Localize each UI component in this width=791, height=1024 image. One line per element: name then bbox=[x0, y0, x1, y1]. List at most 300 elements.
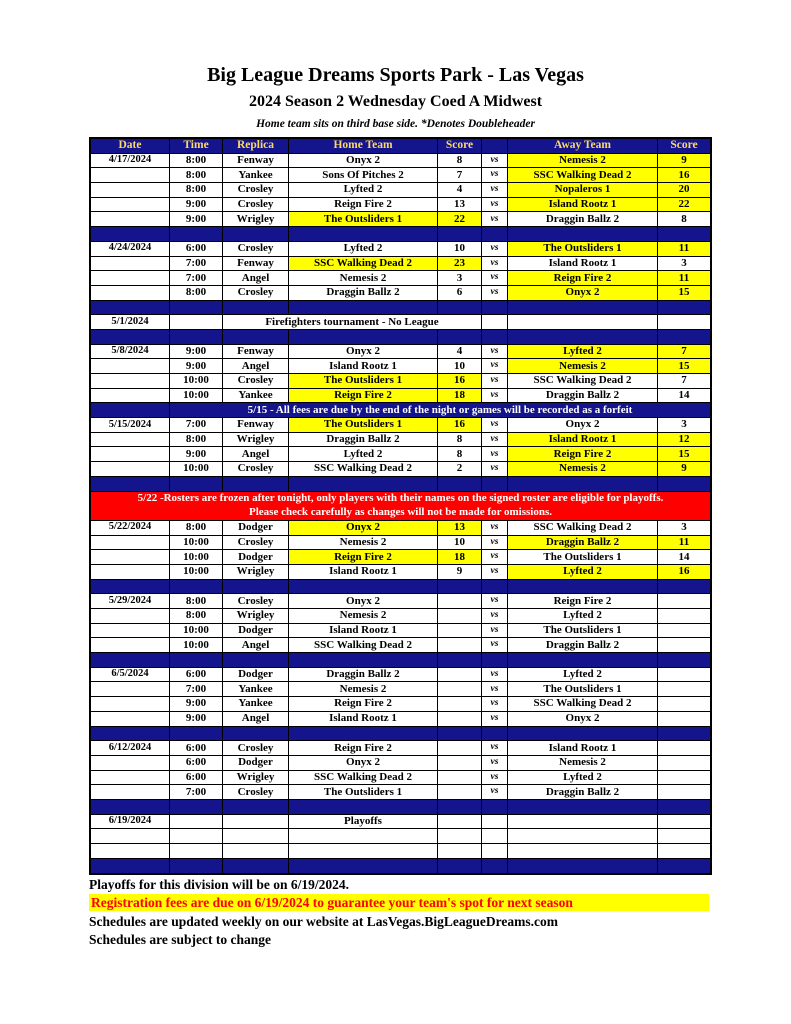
home-team-cell: Lyfted 2 bbox=[289, 183, 438, 197]
table-row bbox=[91, 550, 710, 565]
time-cell: 7:00 bbox=[170, 418, 223, 432]
away-score-cell: 15 bbox=[658, 359, 710, 373]
away-team-cell: The Outsliders 1 bbox=[508, 242, 658, 256]
away-team-cell: The Outsliders 1 bbox=[508, 550, 658, 564]
replica-cell: Dodger bbox=[223, 521, 289, 535]
time-cell: 9:00 bbox=[170, 345, 223, 359]
table-row bbox=[91, 257, 710, 272]
time-cell: 6:00 bbox=[170, 741, 223, 755]
home-score-cell: 22 bbox=[438, 212, 482, 226]
divider-cell bbox=[508, 727, 658, 741]
date-cell bbox=[91, 536, 170, 550]
away-score-cell: 11 bbox=[658, 271, 710, 285]
vs-label: vs bbox=[482, 638, 508, 652]
divider-cell bbox=[508, 330, 658, 344]
vs-label: vs bbox=[482, 536, 508, 550]
footer-website-note: Schedules are updated weekly on our website at LasVegas.BigLeagueDreams.com bbox=[89, 914, 559, 929]
away-score-cell: 14 bbox=[678, 389, 690, 402]
table-row bbox=[91, 536, 710, 551]
date-cell: 5/29/2024 bbox=[91, 594, 170, 608]
date-cell bbox=[91, 271, 170, 285]
date-cell bbox=[91, 697, 170, 711]
divider-cell bbox=[91, 800, 170, 814]
empty-cell bbox=[482, 829, 508, 843]
away-team-cell: Reign Fire 2 bbox=[508, 594, 658, 608]
replica-cell: Yankee bbox=[223, 168, 289, 182]
replica-cell: Crosley bbox=[223, 594, 289, 608]
table-row bbox=[91, 638, 710, 653]
replica-cell: Crosley bbox=[223, 462, 289, 476]
divider-cell bbox=[438, 859, 482, 874]
away-team-cell: Nemesis 2 bbox=[508, 756, 658, 770]
home-score-cell: 4 bbox=[438, 183, 482, 197]
time-cell: 7:00 bbox=[170, 257, 223, 271]
home-team-cell: SSC Walking Dead 2 bbox=[289, 771, 438, 785]
replica-cell: Yankee bbox=[223, 697, 289, 711]
divider-cell bbox=[170, 477, 223, 491]
table-row bbox=[91, 741, 710, 756]
time-cell: 6:00 bbox=[170, 771, 223, 785]
date-cell bbox=[91, 682, 170, 696]
divider-cell bbox=[223, 727, 289, 741]
table-row bbox=[91, 433, 710, 448]
vs-label: vs bbox=[482, 286, 508, 300]
date-cell bbox=[91, 638, 170, 652]
away-score-cell bbox=[658, 785, 710, 799]
away-team-cell: The Outsliders 1 bbox=[508, 682, 658, 696]
empty-cell bbox=[170, 829, 223, 843]
divider-cell bbox=[91, 301, 170, 315]
date-cell bbox=[91, 212, 170, 226]
divider-cell bbox=[508, 580, 658, 594]
date-cell bbox=[91, 462, 170, 476]
divider-cell bbox=[508, 800, 658, 814]
date-cell: 5/1/2024 bbox=[91, 315, 170, 329]
away-score-cell bbox=[658, 609, 710, 623]
divider-cell bbox=[658, 800, 710, 814]
vs-label: vs bbox=[482, 154, 508, 168]
away-team-cell: Draggin Ballz 2 bbox=[508, 638, 658, 652]
table-row bbox=[91, 403, 710, 418]
table-row bbox=[91, 844, 710, 859]
away-score-cell: 3 bbox=[681, 256, 687, 269]
empty-cell bbox=[223, 829, 289, 843]
replica-cell: Crosley bbox=[223, 183, 289, 197]
replica-cell: Crosley bbox=[223, 198, 289, 212]
home-score-cell: 13 bbox=[438, 521, 482, 535]
away-score-cell: 11 bbox=[658, 536, 710, 550]
away-score-cell bbox=[658, 741, 710, 755]
divider-cell bbox=[508, 653, 658, 667]
time-cell: 10:00 bbox=[170, 638, 223, 652]
home-score-cell bbox=[438, 638, 482, 652]
vs-label: vs bbox=[482, 374, 508, 388]
vs-label: vs bbox=[482, 594, 508, 608]
vs-label: vs bbox=[482, 345, 508, 359]
home-team-cell: Nemesis 2 bbox=[289, 609, 438, 623]
away-score-cell: 9 bbox=[658, 462, 710, 476]
divider-cell bbox=[289, 477, 438, 491]
divider-cell bbox=[482, 301, 508, 315]
divider-cell bbox=[289, 330, 438, 344]
divider-cell bbox=[170, 580, 223, 594]
divider-cell bbox=[223, 859, 289, 874]
away-team-cell: Draggin Ballz 2 bbox=[508, 536, 658, 550]
table-row bbox=[91, 727, 710, 742]
date-cell bbox=[91, 286, 170, 300]
roster-freeze-note-line: 5/22 -Rosters are frozen after tonight, only players with their names on the signed roster are eligible for playoffs. bbox=[137, 491, 664, 504]
home-team-cell: Reign Fire 2 bbox=[289, 198, 438, 212]
col-header-date-cell: Date bbox=[91, 139, 170, 153]
away-score-cell bbox=[658, 815, 710, 829]
divider-cell bbox=[438, 800, 482, 814]
home-team-cell: Island Rootz 1 bbox=[289, 565, 438, 579]
divider-cell bbox=[91, 580, 170, 594]
date-cell bbox=[91, 609, 170, 623]
vs-label: vs bbox=[482, 212, 508, 226]
home-score-cell: 10 bbox=[438, 536, 482, 550]
divider-cell bbox=[91, 727, 170, 741]
divider-cell bbox=[482, 800, 508, 814]
home-score-cell: 10 bbox=[438, 359, 482, 373]
divider-cell bbox=[170, 330, 223, 344]
divider-cell bbox=[91, 330, 170, 344]
home-team-cell: Lyfted 2 bbox=[289, 447, 438, 461]
divider-cell bbox=[482, 580, 508, 594]
vs-label: vs bbox=[482, 462, 508, 476]
table-row bbox=[91, 271, 710, 286]
replica-cell: Angel bbox=[223, 271, 289, 285]
home-team-cell: Reign Fire 2 bbox=[289, 550, 438, 564]
replica-cell: Angel bbox=[223, 359, 289, 373]
empty-cell bbox=[170, 844, 223, 858]
away-score-cell bbox=[658, 594, 710, 608]
replica-cell: Fenway bbox=[223, 418, 289, 432]
table-row bbox=[91, 462, 710, 477]
page-title: Big League Dreams Sports Park - Las Vegas bbox=[207, 64, 584, 86]
home-team-cell: Island Rootz 1 bbox=[289, 359, 438, 373]
table-row bbox=[91, 227, 710, 242]
vs-label: vs bbox=[482, 624, 508, 638]
home-score-cell: 3 bbox=[438, 271, 482, 285]
col-header-home-team-cell: Home Team bbox=[289, 139, 438, 153]
time-cell: 9:00 bbox=[170, 697, 223, 711]
divider-cell bbox=[508, 477, 658, 491]
date-cell: 5/8/2024 bbox=[91, 345, 170, 359]
col-header-away-team-cell: Away Team bbox=[508, 139, 658, 153]
table-row bbox=[91, 668, 710, 683]
divider-cell bbox=[658, 653, 710, 667]
divider-cell bbox=[438, 330, 482, 344]
time-cell: 8:00 bbox=[170, 594, 223, 608]
away-team-cell: Nemesis 2 bbox=[508, 359, 658, 373]
table-row bbox=[91, 785, 710, 800]
away-score-cell: 15 bbox=[658, 286, 710, 300]
table-row bbox=[91, 212, 710, 227]
empty-cell bbox=[438, 829, 482, 843]
vs-label: vs bbox=[482, 521, 508, 535]
divider-cell bbox=[223, 227, 289, 241]
table-row bbox=[91, 198, 710, 213]
date-cell bbox=[91, 403, 170, 417]
vs-label: vs bbox=[482, 257, 508, 271]
away-team-cell bbox=[508, 815, 658, 829]
col-header-time-cell: Time bbox=[170, 139, 223, 153]
divider-cell bbox=[482, 227, 508, 241]
table-row bbox=[91, 183, 710, 198]
home-score-cell: 7 bbox=[438, 168, 482, 182]
divider-cell bbox=[223, 580, 289, 594]
date-cell bbox=[91, 550, 170, 564]
date-cell bbox=[91, 374, 170, 388]
divider-cell bbox=[170, 727, 223, 741]
home-team-cell: Nemesis 2 bbox=[289, 682, 438, 696]
vs-label: vs bbox=[482, 359, 508, 373]
vs-label: vs bbox=[482, 712, 508, 726]
time-cell: 8:00 bbox=[170, 183, 223, 197]
vs-cell bbox=[482, 815, 508, 829]
away-score-cell: 14 bbox=[678, 550, 690, 563]
table-row bbox=[91, 389, 710, 404]
schedule-table bbox=[89, 137, 712, 875]
vs-label: vs bbox=[482, 183, 508, 197]
home-team-cell: Nemesis 2 bbox=[289, 271, 438, 285]
away-score-cell bbox=[658, 638, 710, 652]
time-cell: 10:00 bbox=[170, 389, 223, 403]
time-cell: 6:00 bbox=[170, 668, 223, 682]
divider-cell bbox=[289, 727, 438, 741]
divider-cell bbox=[658, 727, 710, 741]
home-team-cell: SSC Walking Dead 2 bbox=[289, 462, 438, 476]
divider-cell bbox=[658, 330, 710, 344]
vs-label: vs bbox=[482, 697, 508, 711]
time-cell: 8:00 bbox=[170, 521, 223, 535]
away-team-cell: Island Rootz 1 bbox=[508, 198, 658, 212]
date-cell bbox=[91, 168, 170, 182]
replica-cell: Dodger bbox=[223, 624, 289, 638]
home-team-cell: Nemesis 2 bbox=[289, 536, 438, 550]
date-cell bbox=[91, 756, 170, 770]
home-score-cell bbox=[438, 594, 482, 608]
table-row bbox=[91, 800, 710, 815]
empty-cell bbox=[482, 844, 508, 858]
home-score-cell bbox=[438, 609, 482, 623]
date-cell bbox=[91, 447, 170, 461]
date-cell bbox=[91, 257, 170, 271]
vs-cell bbox=[482, 315, 508, 329]
home-score-cell bbox=[438, 785, 482, 799]
table-row bbox=[91, 315, 710, 330]
home-score-cell bbox=[438, 712, 482, 726]
table-row bbox=[91, 359, 710, 374]
time-cell: 8:00 bbox=[170, 154, 223, 168]
divider-cell bbox=[289, 227, 438, 241]
date-cell: 6/19/2024 bbox=[91, 815, 170, 829]
table-row bbox=[91, 829, 710, 844]
home-score-cell: 8 bbox=[438, 154, 482, 168]
divider-cell bbox=[223, 330, 289, 344]
table-row bbox=[91, 609, 710, 624]
replica-cell: Crosley bbox=[223, 242, 289, 256]
replica-cell: Wrigley bbox=[223, 212, 289, 226]
away-score-cell bbox=[658, 668, 710, 682]
vs-label: vs bbox=[482, 565, 508, 579]
divider-cell bbox=[658, 477, 710, 491]
home-team-cell: Reign Fire 2 bbox=[289, 741, 438, 755]
divider-cell bbox=[289, 653, 438, 667]
away-team-cell: Island Rootz 1 bbox=[508, 257, 658, 271]
divider-cell bbox=[482, 859, 508, 874]
vs-label: vs bbox=[482, 771, 508, 785]
divider-cell bbox=[170, 859, 223, 874]
away-score-cell: 15 bbox=[658, 447, 710, 461]
away-team-cell: Nemesis 2 bbox=[508, 154, 658, 168]
table-row bbox=[91, 345, 710, 360]
table-row bbox=[91, 168, 710, 183]
divider-cell bbox=[658, 859, 710, 874]
table-row bbox=[91, 859, 710, 874]
home-team-cell: The Outsliders 1 bbox=[289, 785, 438, 799]
replica-cell: Angel bbox=[223, 638, 289, 652]
divider-cell bbox=[91, 859, 170, 874]
divider-cell bbox=[289, 859, 438, 874]
away-score-cell: 9 bbox=[658, 154, 710, 168]
home-score-cell bbox=[438, 771, 482, 785]
home-score-cell: 10 bbox=[438, 242, 482, 256]
date-cell: 4/24/2024 bbox=[91, 242, 170, 256]
replica-cell: Crosley bbox=[223, 286, 289, 300]
empty-cell bbox=[223, 844, 289, 858]
away-team-cell: Draggin Ballz 2 bbox=[508, 389, 658, 403]
replica-cell: Yankee bbox=[223, 389, 289, 403]
table-row bbox=[91, 565, 710, 580]
empty-cell bbox=[91, 844, 170, 858]
replica-cell: Wrigley bbox=[223, 433, 289, 447]
away-team-cell: Onyx 2 bbox=[508, 418, 658, 432]
vs-label: vs bbox=[482, 785, 508, 799]
date-cell: 5/22/2024 bbox=[91, 521, 170, 535]
replica-cell: Crosley bbox=[223, 374, 289, 388]
vs-label: vs bbox=[482, 756, 508, 770]
time-cell: 8:00 bbox=[170, 286, 223, 300]
table-row bbox=[91, 139, 710, 154]
replica-cell: Fenway bbox=[223, 257, 289, 271]
home-team-cell: Draggin Ballz 2 bbox=[289, 433, 438, 447]
table-row bbox=[91, 301, 710, 316]
table-row bbox=[91, 815, 710, 830]
away-score-cell: 3 bbox=[681, 521, 687, 534]
home-score-cell: 6 bbox=[438, 286, 482, 300]
away-score-cell: 16 bbox=[658, 168, 710, 182]
divider-cell bbox=[289, 800, 438, 814]
table-row bbox=[91, 594, 710, 609]
home-team-cell: Draggin Ballz 2 bbox=[289, 668, 438, 682]
home-score-cell: 4 bbox=[438, 345, 482, 359]
vs-label: vs bbox=[482, 668, 508, 682]
home-score-cell: 13 bbox=[438, 198, 482, 212]
home-team-cell: Onyx 2 bbox=[289, 154, 438, 168]
col-header-replica-cell: Replica bbox=[223, 139, 289, 153]
home-score-cell: 23 bbox=[438, 257, 482, 271]
replica-cell: Wrigley bbox=[223, 565, 289, 579]
page-subtitle: 2024 Season 2 Wednesday Coed A Midwest bbox=[248, 93, 543, 110]
fees-due-note: 5/15 - All fees are due by the end of the night or games will be recorded as a forfeit bbox=[170, 403, 710, 417]
table-row bbox=[91, 682, 710, 697]
vs-label: vs bbox=[482, 609, 508, 623]
home-team-cell: The Outsliders 1 bbox=[289, 374, 438, 388]
home-team-cell: SSC Walking Dead 2 bbox=[289, 257, 438, 271]
divider-cell bbox=[223, 653, 289, 667]
away-team-cell: SSC Walking Dead 2 bbox=[508, 374, 658, 388]
time-cell bbox=[170, 315, 223, 329]
replica-cell: Crosley bbox=[223, 536, 289, 550]
away-team-cell: Onyx 2 bbox=[508, 286, 658, 300]
away-score-cell: 11 bbox=[658, 242, 710, 256]
away-score-cell: 22 bbox=[658, 198, 710, 212]
away-score-cell bbox=[658, 315, 710, 329]
replica-cell: Wrigley bbox=[223, 609, 289, 623]
replica-cell: Wrigley bbox=[223, 771, 289, 785]
home-team-cell: Onyx 2 bbox=[289, 521, 438, 535]
divider-cell bbox=[658, 227, 710, 241]
home-score-cell: 16 bbox=[438, 418, 482, 432]
away-score-cell bbox=[658, 771, 710, 785]
home-score-cell bbox=[438, 815, 482, 829]
table-row bbox=[91, 756, 710, 771]
table-row bbox=[91, 771, 710, 786]
vs-label: vs bbox=[482, 741, 508, 755]
table-row bbox=[91, 286, 710, 301]
empty-cell bbox=[658, 829, 710, 843]
away-score-cell bbox=[658, 682, 710, 696]
time-cell: 7:00 bbox=[170, 682, 223, 696]
divider-cell bbox=[91, 653, 170, 667]
home-score-cell bbox=[438, 697, 482, 711]
vs-label: vs bbox=[482, 198, 508, 212]
table-row bbox=[91, 154, 710, 169]
away-team-cell: SSC Walking Dead 2 bbox=[508, 168, 658, 182]
home-score-cell bbox=[438, 682, 482, 696]
table-row bbox=[91, 624, 710, 639]
away-team-cell: Nemesis 2 bbox=[508, 462, 658, 476]
date-cell bbox=[91, 771, 170, 785]
home-score-cell: 18 bbox=[438, 550, 482, 564]
divider-cell bbox=[482, 477, 508, 491]
table-row bbox=[91, 492, 710, 521]
time-cell: 8:00 bbox=[170, 168, 223, 182]
footer-registration-note: Registration fees are due on 6/19/2024 to guarantee your team's spot for next season bbox=[89, 894, 709, 911]
footer bbox=[89, 876, 709, 949]
col-header-home-score-cell: Score bbox=[438, 139, 482, 153]
home-score-cell: 8 bbox=[438, 447, 482, 461]
time-cell: 9:00 bbox=[170, 712, 223, 726]
home-score-cell bbox=[438, 668, 482, 682]
replica-cell bbox=[223, 815, 289, 829]
empty-cell bbox=[289, 844, 438, 858]
time-cell: 8:00 bbox=[170, 609, 223, 623]
date-cell bbox=[91, 359, 170, 373]
replica-cell: Angel bbox=[223, 447, 289, 461]
date-cell: 4/17/2024 bbox=[91, 154, 170, 168]
replica-cell: Yankee bbox=[223, 682, 289, 696]
divider-cell bbox=[289, 580, 438, 594]
home-score-cell: 18 bbox=[438, 389, 482, 403]
away-team-cell: Onyx 2 bbox=[508, 712, 658, 726]
away-team-cell: Lyfted 2 bbox=[508, 609, 658, 623]
away-score-cell: 20 bbox=[658, 183, 710, 197]
vs-label: vs bbox=[482, 271, 508, 285]
replica-cell: Crosley bbox=[223, 785, 289, 799]
